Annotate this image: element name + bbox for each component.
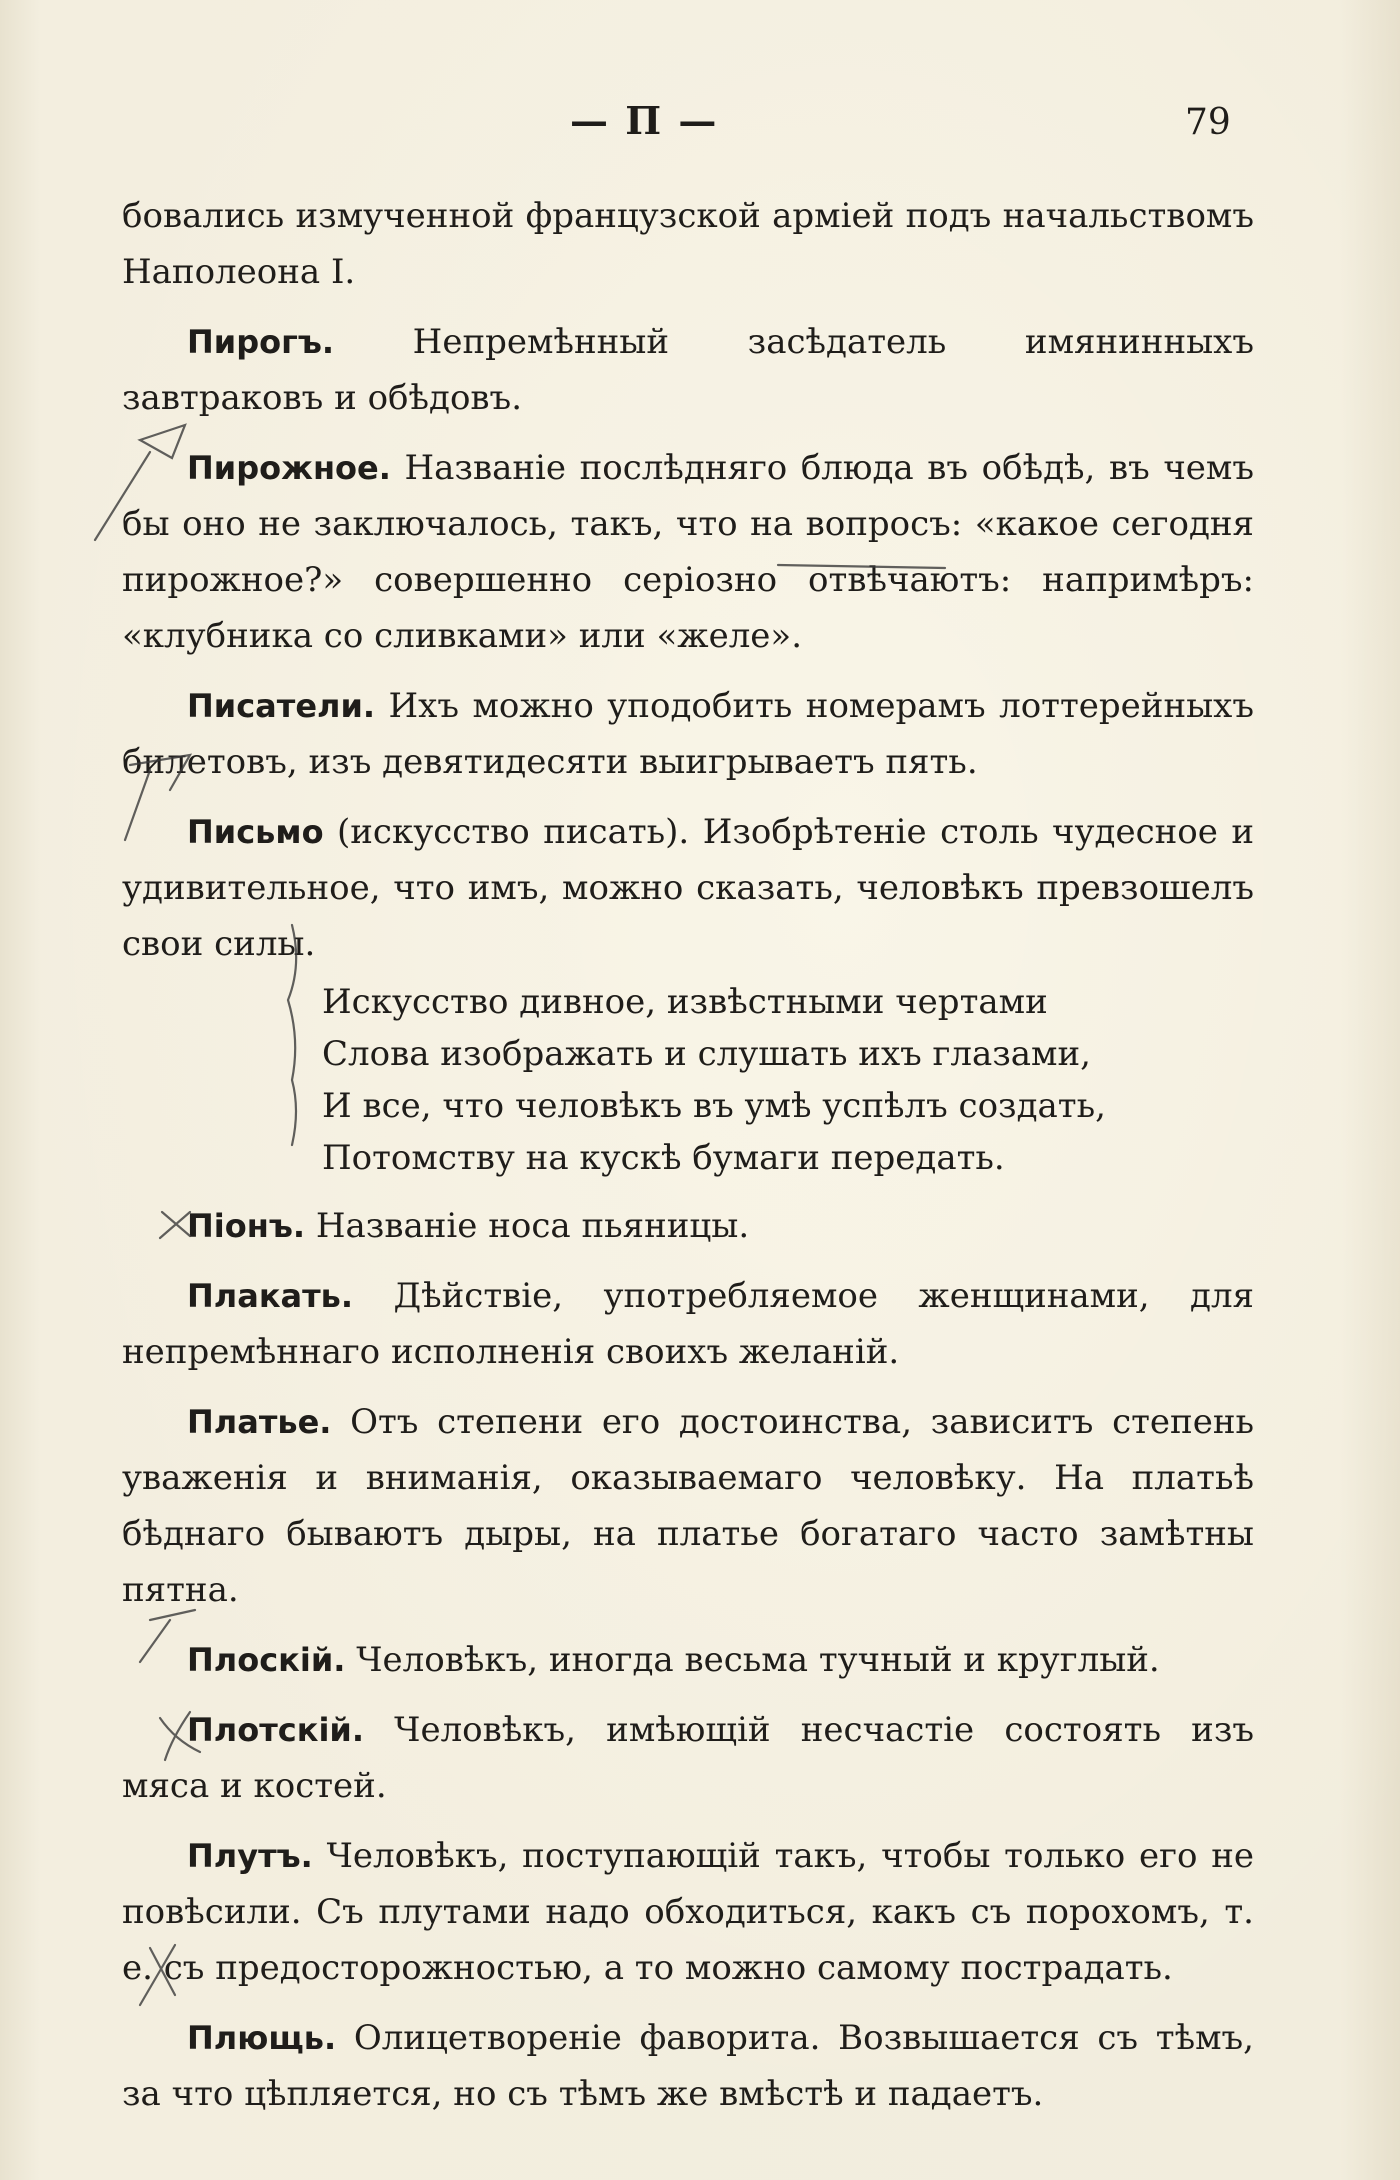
entry-term: Плотскій. (187, 1711, 364, 1749)
entry-term: Плутъ. (187, 1837, 313, 1875)
poem-stanza (322, 976, 1254, 1184)
entry-term: Пирожное. (187, 449, 391, 487)
entry-definition: Олицетвореніе фаворита. Возвышается съ тѣмъ, за что цѣпляется, но съ тѣмъ же вмѣстѣ и падаетъ. (122, 2018, 1254, 2114)
entry-term: Писатели. (187, 687, 376, 725)
paragraph-text: бовались измученной французской арміей подъ начальствомъ Наполеона I. (122, 196, 1254, 292)
entry-definition: Названіе послѣдняго блюда въ обѣдѣ, въ чемъ бы оно не заключалось, такъ, что на вопросъ: «какое сегодня пирожное?» совершенно серіозно отвѣчаютъ: напримѣръ: «клубника со сливками» или «желе». (122, 448, 1254, 656)
entry-definition: Человѣкъ, иногда весьма тучный и круглый. (345, 1640, 1160, 1680)
dictionary-entry (122, 2010, 1254, 2122)
poem-line: И все, что человѣкъ въ умѣ успѣлъ создать, (322, 1086, 1106, 1126)
continuation-paragraph (122, 188, 1254, 300)
dictionary-entry (122, 314, 1254, 426)
entry-term: Піонъ. (187, 1207, 306, 1245)
entry-term: Плакать. (187, 1277, 354, 1315)
entry-definition: Ихъ можно уподобить номерамъ лоттерейныхъ билетовъ, изъ девятидесяти выигрываетъ пять. (122, 686, 1254, 782)
entry-definition: Дѣйствіе, употребляемое женщинами, для непремѣннаго исполненія своихъ желаній. (122, 1276, 1254, 1372)
poem-line: Потомству на кускѣ бумаги передать. (322, 1138, 1005, 1178)
page-number: 79 (1185, 102, 1231, 143)
dictionary-entry (122, 440, 1254, 664)
dictionary-entry (122, 1268, 1254, 1380)
dictionary-entry (122, 678, 1254, 790)
poem-line: Искусство дивное, извѣстными чертами (322, 982, 1048, 1022)
entry-definition: Человѣкъ, имѣющій несчастіе состоять изъ мяса и костей. (122, 1710, 1254, 1806)
entry-definition: Названіе носа пьяницы. (305, 1206, 750, 1246)
entry-definition: Человѣкъ, поступающій такъ, чтобы только его не повѣсили. Съ плутами надо обходиться, какъ съ порохомъ, т. е. съ предосторожностью, а то можно самому пострадать. (122, 1836, 1254, 1988)
dictionary-entry (122, 1828, 1254, 1996)
entry-term: Платье. (187, 1403, 332, 1441)
entry-term: Плющь. (187, 2019, 337, 2057)
entry-term: Плоскій. (187, 1641, 346, 1679)
entry-term: Письмо (187, 813, 324, 851)
entry-definition: Отъ степени его достоинства, зависитъ степень уваженія и вниманія, оказываемаго человѣку. На платьѣ бѣднаго бываютъ дыры, на платье богатаго часто замѣтны пятна. (122, 1402, 1254, 1610)
dictionary-entry (122, 1198, 1254, 1254)
dictionary-entry (122, 1632, 1254, 1688)
dictionary-entry (122, 1702, 1254, 1814)
page-body (122, 188, 1254, 2122)
entry-term: Пирогъ. (187, 323, 335, 361)
page-header (0, 98, 1400, 158)
dictionary-entry (122, 804, 1254, 972)
section-mark: — П — (570, 98, 719, 143)
entry-definition: (искусство писать). Изобрѣтеніе столь чудесное и удивительное, что имъ, можно сказать, человѣкъ превзошелъ свои силы. (122, 812, 1254, 964)
dictionary-entry (122, 1394, 1254, 1618)
poem-line: Слова изображать и слушать ихъ глазами, (322, 1034, 1091, 1074)
entry-definition: Непремѣнный засѣдатель имянинныхъ завтраковъ и обѣдовъ. (122, 322, 1254, 418)
